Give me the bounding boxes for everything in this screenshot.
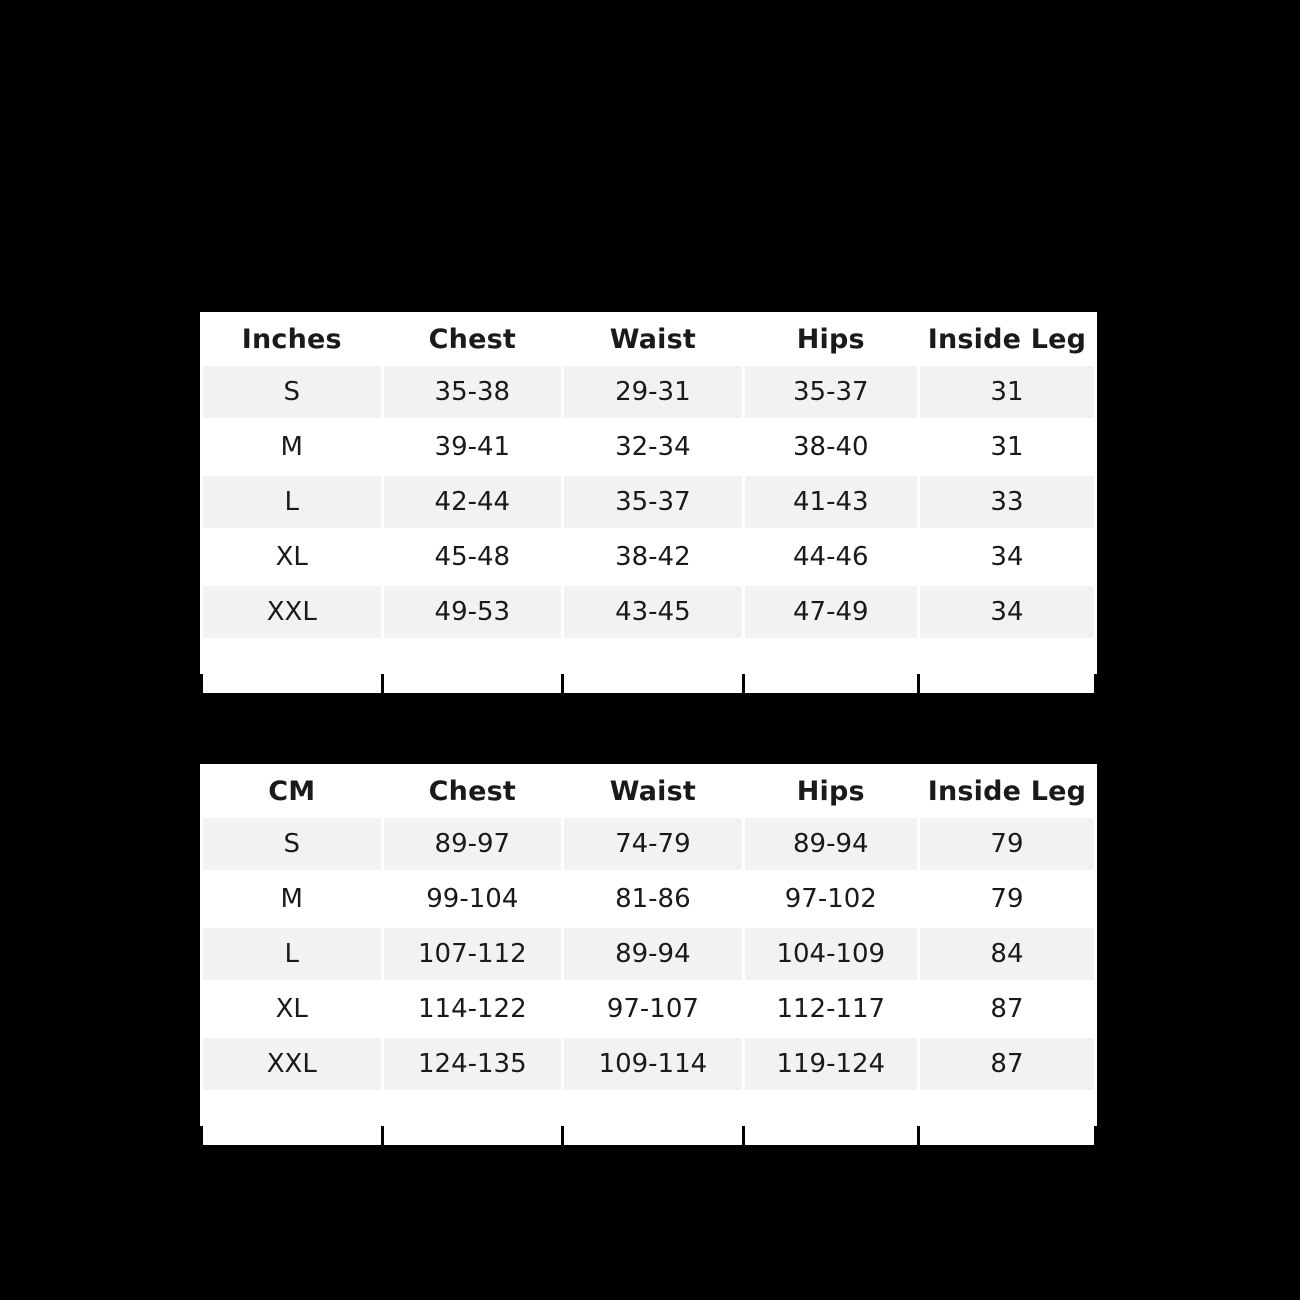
spacer-cell — [745, 1093, 917, 1145]
cell-inside-leg: 87 — [920, 1038, 1094, 1090]
cell-inside-leg: 31 — [920, 366, 1094, 418]
table-row — [203, 1038, 1094, 1090]
cell-waist: 32-34 — [564, 421, 742, 473]
table-body-inches — [203, 366, 1094, 693]
cell-size: L — [203, 928, 381, 980]
cell-waist: 81-86 — [564, 873, 742, 925]
column-header-chest: Chest — [384, 315, 562, 363]
spacer-cell — [745, 641, 917, 693]
spacer-cell — [564, 641, 742, 693]
spacer-cell — [920, 1093, 1094, 1145]
cell-size: S — [203, 366, 381, 418]
cell-inside-leg: 84 — [920, 928, 1094, 980]
cell-waist: 43-45 — [564, 586, 742, 638]
table-header-cm — [203, 767, 1094, 815]
cell-waist: 89-94 — [564, 928, 742, 980]
spacer-cell — [564, 1093, 742, 1145]
cell-waist: 29-31 — [564, 366, 742, 418]
table-row — [203, 421, 1094, 473]
cell-chest: 99-104 — [384, 873, 562, 925]
cell-waist: 38-42 — [564, 531, 742, 583]
cell-chest: 42-44 — [384, 476, 562, 528]
cell-size: XL — [203, 531, 381, 583]
cell-size: XL — [203, 983, 381, 1035]
size-table-inches — [200, 312, 1097, 674]
cell-hips: 119-124 — [745, 1038, 917, 1090]
size-table-inches-grid — [200, 312, 1097, 696]
cell-size: M — [203, 421, 381, 473]
cell-hips: 104-109 — [745, 928, 917, 980]
table-row — [203, 818, 1094, 870]
cell-size: M — [203, 873, 381, 925]
header-row — [203, 767, 1094, 815]
table-header-inches — [203, 315, 1094, 363]
column-header-waist: Waist — [564, 315, 742, 363]
table-row — [203, 531, 1094, 583]
column-header-inside-leg: Inside Leg — [920, 767, 1094, 815]
cell-hips: 41-43 — [745, 476, 917, 528]
cell-inside-leg: 31 — [920, 421, 1094, 473]
column-header-unit: CM — [203, 767, 381, 815]
cell-chest: 107-112 — [384, 928, 562, 980]
column-header-unit: Inches — [203, 315, 381, 363]
cell-size: XXL — [203, 586, 381, 638]
column-header-hips: Hips — [745, 315, 917, 363]
table-row — [203, 983, 1094, 1035]
cell-size: L — [203, 476, 381, 528]
table-row — [203, 928, 1094, 980]
spacer-cell — [384, 641, 562, 693]
cell-hips: 47-49 — [745, 586, 917, 638]
column-header-chest: Chest — [384, 767, 562, 815]
cell-chest: 35-38 — [384, 366, 562, 418]
column-header-hips: Hips — [745, 767, 917, 815]
cell-inside-leg: 79 — [920, 873, 1094, 925]
table-row — [203, 873, 1094, 925]
cell-waist: 109-114 — [564, 1038, 742, 1090]
cell-chest: 45-48 — [384, 531, 562, 583]
cell-hips: 97-102 — [745, 873, 917, 925]
cell-chest: 39-41 — [384, 421, 562, 473]
header-row — [203, 315, 1094, 363]
cell-chest: 114-122 — [384, 983, 562, 1035]
cell-chest: 49-53 — [384, 586, 562, 638]
spacer-cell — [920, 641, 1094, 693]
spacer-cell — [203, 641, 381, 693]
cell-inside-leg: 33 — [920, 476, 1094, 528]
cell-waist: 35-37 — [564, 476, 742, 528]
table-row — [203, 366, 1094, 418]
cell-hips: 35-37 — [745, 366, 917, 418]
cell-hips: 89-94 — [745, 818, 917, 870]
cell-inside-leg: 87 — [920, 983, 1094, 1035]
table-body-cm — [203, 818, 1094, 1145]
cell-hips: 38-40 — [745, 421, 917, 473]
cell-chest: 89-97 — [384, 818, 562, 870]
cell-chest: 124-135 — [384, 1038, 562, 1090]
cell-size: S — [203, 818, 381, 870]
cell-inside-leg: 34 — [920, 586, 1094, 638]
cell-inside-leg: 34 — [920, 531, 1094, 583]
spacer-cell — [384, 1093, 562, 1145]
table-row — [203, 586, 1094, 638]
cell-waist: 97-107 — [564, 983, 742, 1035]
column-header-inside-leg: Inside Leg — [920, 315, 1094, 363]
column-header-waist: Waist — [564, 767, 742, 815]
cell-hips: 44-46 — [745, 531, 917, 583]
cell-inside-leg: 79 — [920, 818, 1094, 870]
table-spacer-row — [203, 641, 1094, 693]
cell-size: XXL — [203, 1038, 381, 1090]
cell-hips: 112-117 — [745, 983, 917, 1035]
cell-waist: 74-79 — [564, 818, 742, 870]
size-table-cm-grid — [200, 764, 1097, 1148]
table-spacer-row — [203, 1093, 1094, 1145]
spacer-cell — [203, 1093, 381, 1145]
table-row — [203, 476, 1094, 528]
size-table-cm — [200, 764, 1097, 1126]
